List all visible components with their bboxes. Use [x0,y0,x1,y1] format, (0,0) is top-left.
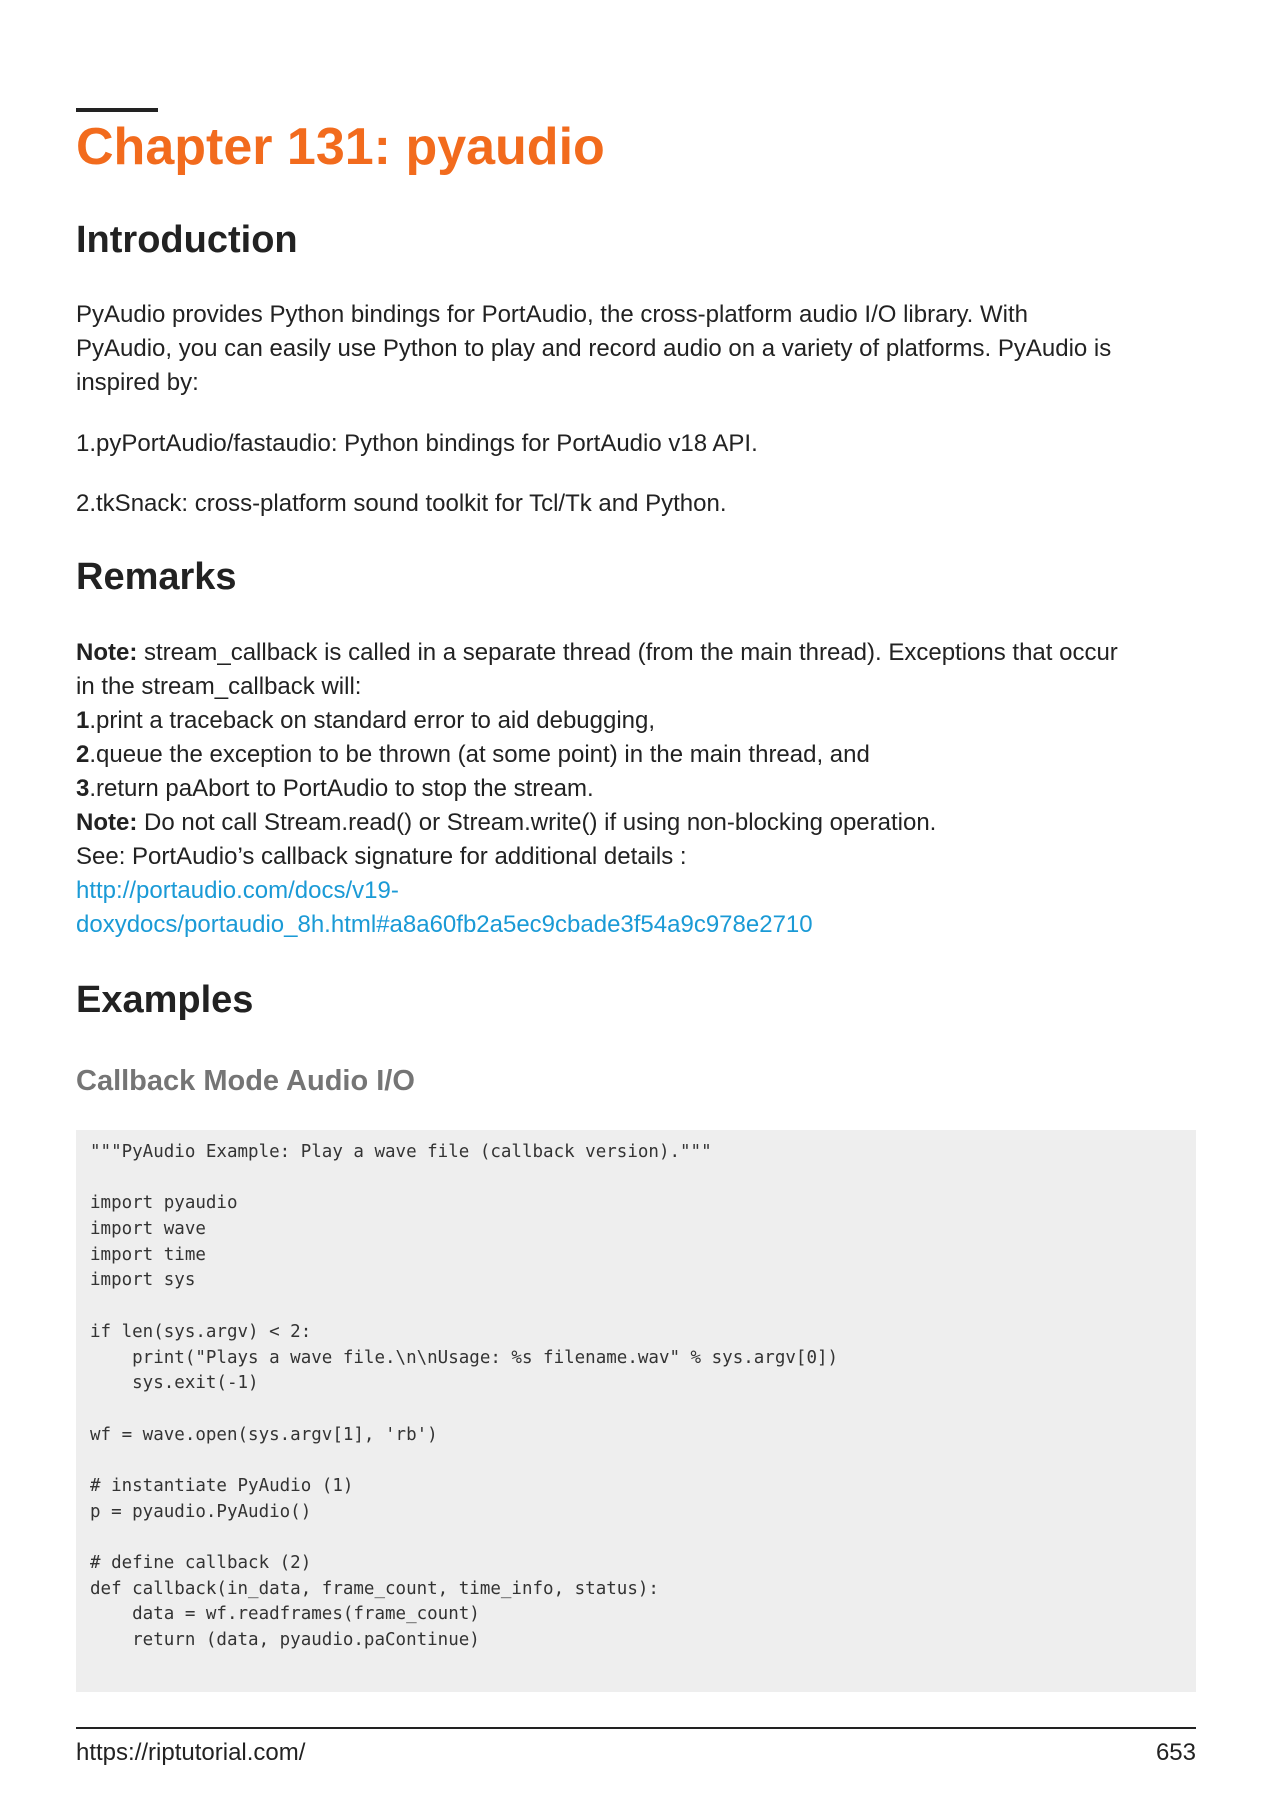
page-number: 653 [1155,1739,1196,1766]
code-block [76,1130,1196,1692]
inspiration-item-2: 2.tkSnack: cross-platform sound toolkit for Tcl/Tk and Python. [76,490,727,517]
code-line: import time [90,1244,206,1265]
note-label: Note: [76,809,138,836]
code-line: # define callback (2) [90,1553,312,1573]
remarks-note-2: Note: Do not call Stream.read() or Stream.write() if using non-blocking operation. [76,809,937,836]
remarks-body [76,636,1196,942]
note-label: Note: [76,639,138,666]
code-line: wf = wave.open(sys.argv[1], 'rb') [90,1424,438,1445]
code-line: sys.exit(-1) [90,1373,259,1394]
code-line: if len(sys.argv) < 2: [90,1321,312,1342]
code-line: # instantiate PyAudio (1) [90,1475,354,1496]
examples-heading: Examples [76,979,254,1021]
paragraph-line: PyAudio, you can easily use Python to play and record audio on a variety of platforms. PyAudio is [76,335,1112,362]
code-line [90,1397,1182,1423]
introduction-paragraph [76,298,1196,400]
code-line [90,1166,1182,1192]
code-line [90,1525,1182,1551]
code-line: import wave [90,1219,206,1240]
code-line: import pyaudio [90,1193,238,1214]
code-line: """PyAudio Example: Play a wave file (callback version).""" [90,1142,712,1162]
code-line [90,1294,1182,1320]
paragraph-line: inspired by: [76,369,199,396]
remarks-heading: Remarks [76,556,237,598]
remarks-step-3: 3.return paAbort to PortAudio to stop the stream. [76,775,594,802]
footer-rule [76,1727,1196,1729]
introduction-heading: Introduction [76,219,298,261]
code-line: def callback(in_data, frame_count, time_info, status): [90,1578,659,1599]
paragraph-line: PyAudio provides Python bindings for PortAudio, the cross-platform audio I/O library. With [76,301,1028,328]
code-line: data = wf.readframes(frame_count) [90,1604,480,1625]
example-subheading: Callback Mode Audio I/O [76,1065,415,1097]
portaudio-link[interactable]: http://portaudio.com/docs/v19- [76,877,399,904]
portaudio-link-continued[interactable]: doxydocs/portaudio_8h.html#a8a60fb2a5ec9cbade3f54a9c978e2710 [76,911,813,938]
chapter-title: Chapter 131: pyaudio [76,118,605,176]
remarks-line: Note: stream_callback is called in a separate thread (from the main thread). Exceptions that occur [76,639,1118,666]
footer-url[interactable]: https://riptutorial.com/ [76,1739,306,1766]
code-line [90,1448,1182,1474]
code-line: print("Plays a wave file.\n\nUsage: %s filename.wav" % sys.argv[0]) [90,1347,839,1368]
code-line: return (data, pyaudio.paContinue) [90,1630,480,1651]
remarks-see: See: PortAudio’s callback signature for additional details : [76,843,687,870]
remarks-step-1: 1.print a traceback on standard error to aid debugging, [76,707,656,734]
inspiration-item-1: 1.pyPortAudio/fastaudio: Python bindings for PortAudio v18 API. [76,430,758,457]
remarks-line: in the stream_callback will: [76,673,362,700]
document-page [76,0,1196,1800]
remarks-step-2: 2.queue the exception to be thrown (at some point) in the main thread, and [76,741,870,768]
code-line: import sys [90,1270,196,1291]
code-line: p = pyaudio.PyAudio() [90,1501,312,1522]
